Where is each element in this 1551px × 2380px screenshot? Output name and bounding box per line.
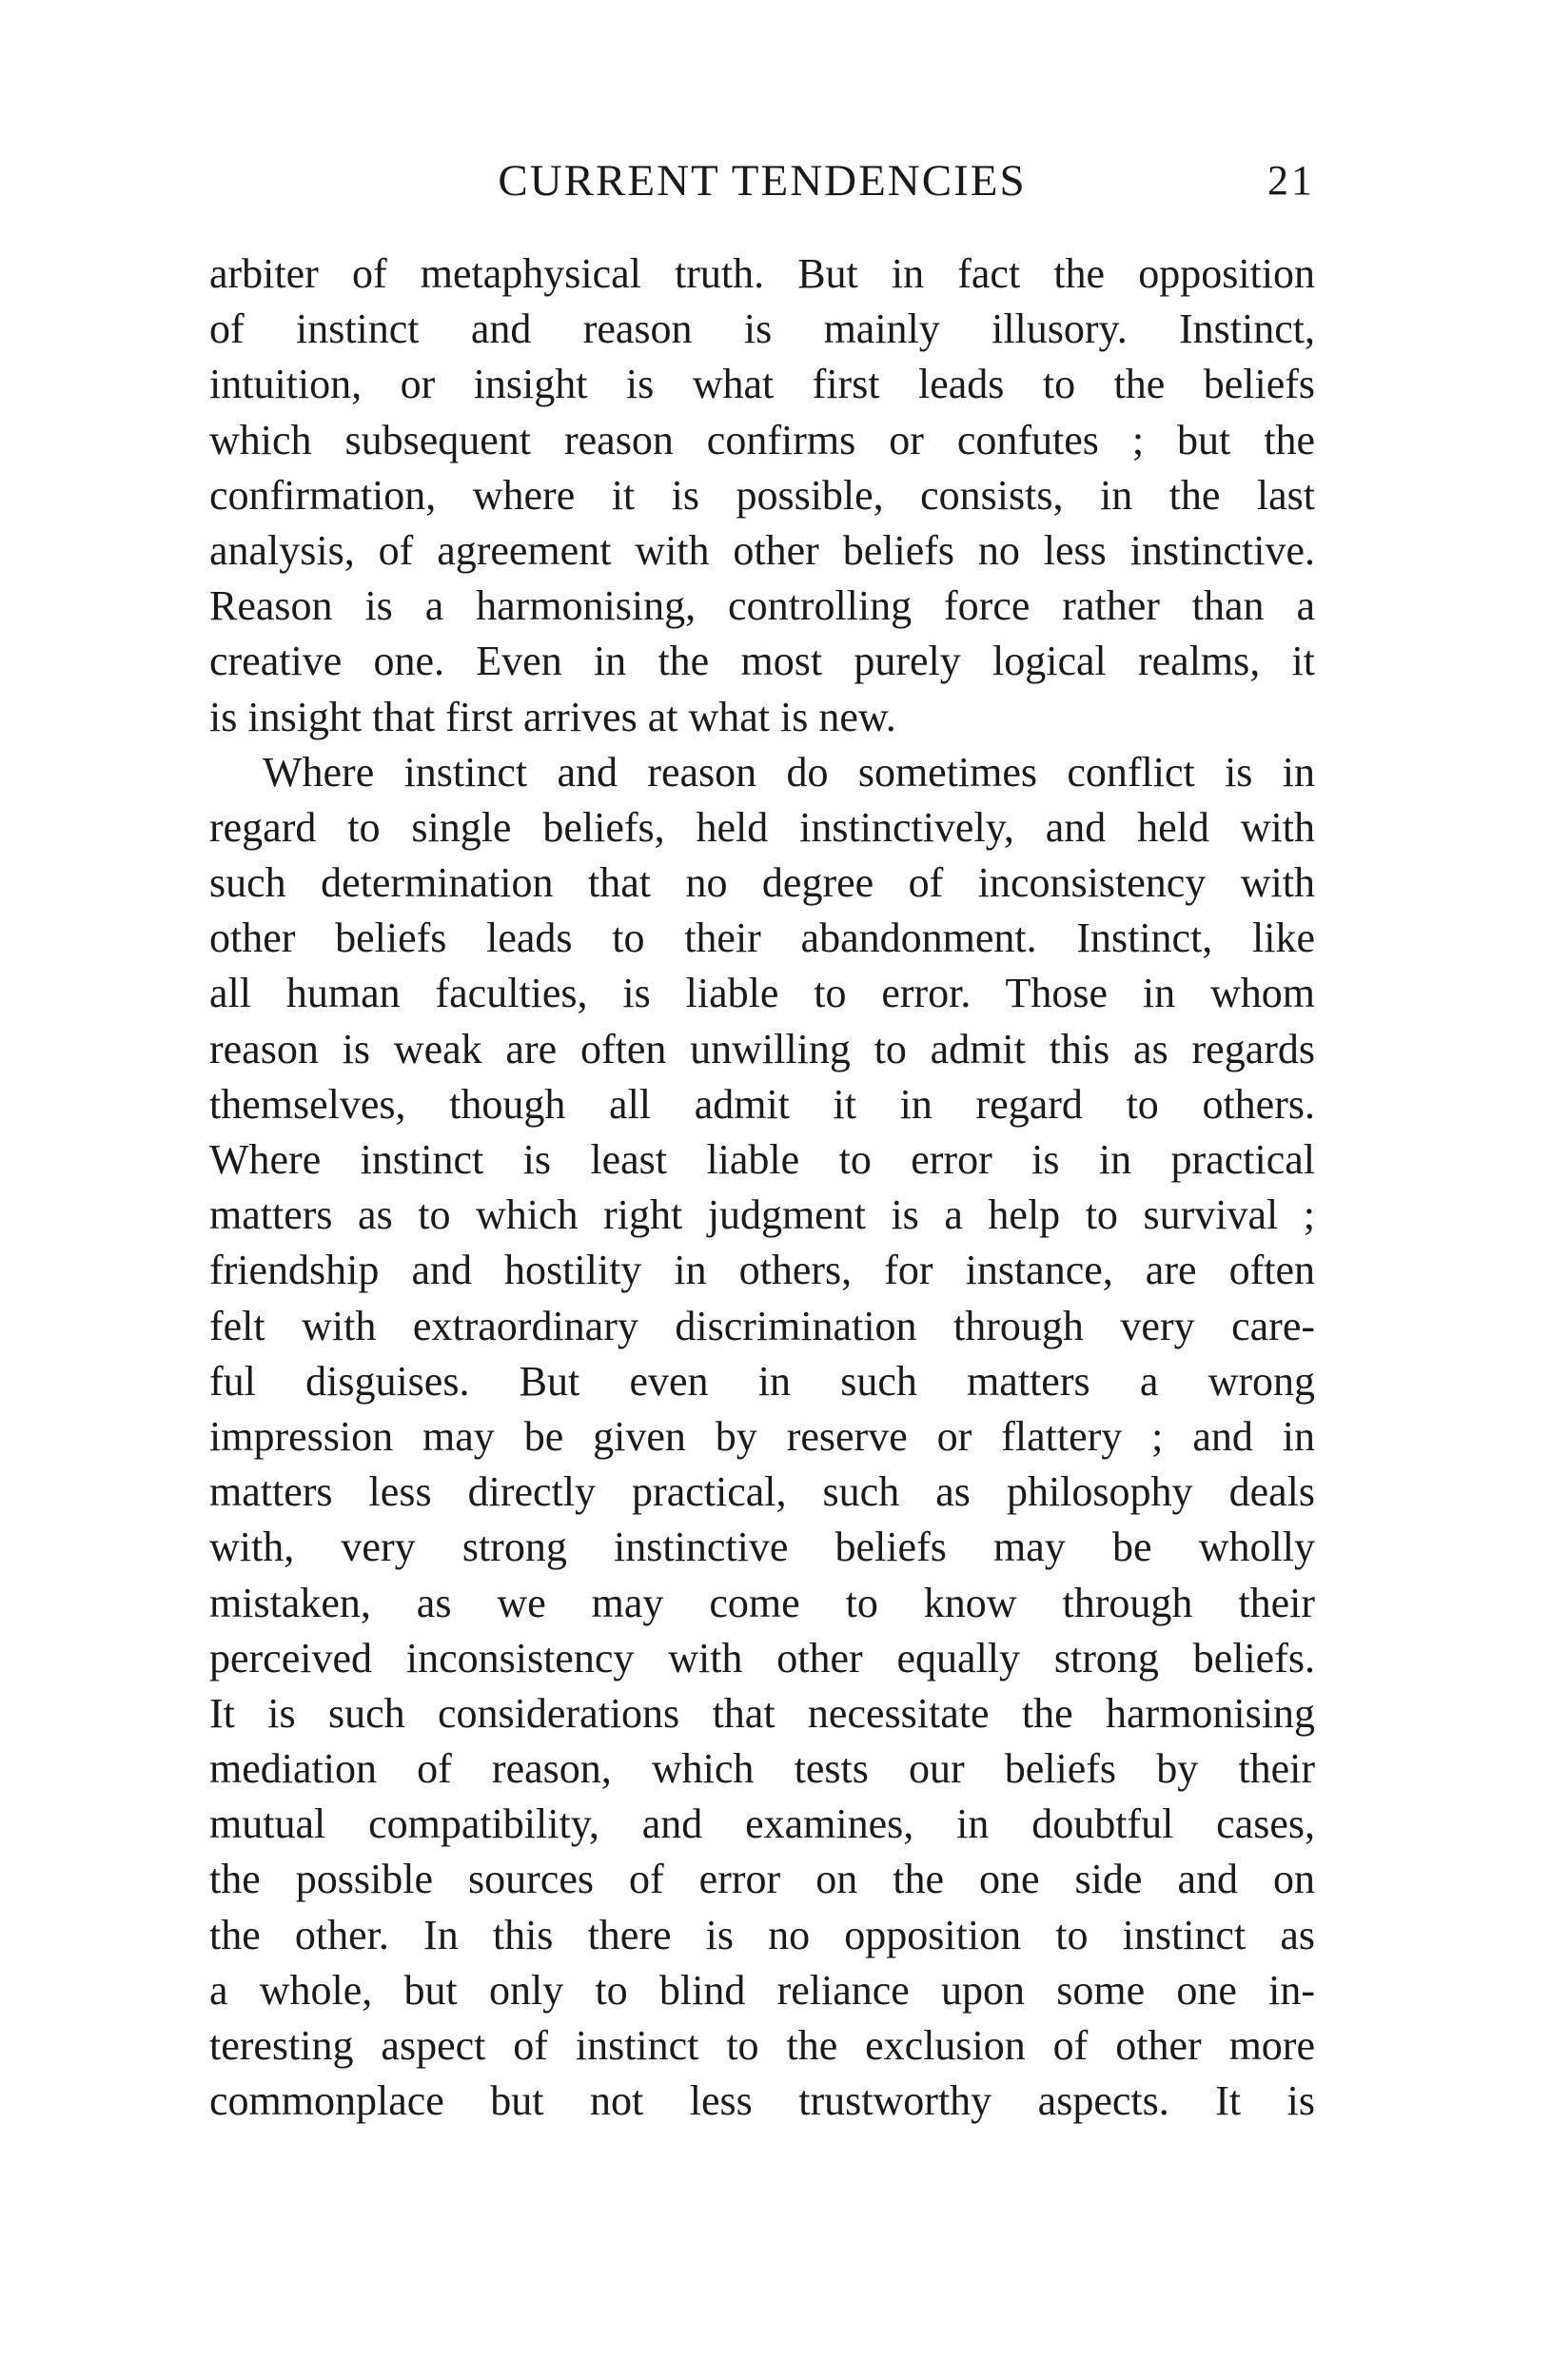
text-line: mediation of reason, which tests our beliefs by their [209,1745,1315,1793]
text-line: is insight that first arrives at what is new. [209,693,896,740]
text-line: Where instinct and reason do sometimes conflict is in [263,748,1315,796]
page-number: 21 [1267,157,1315,204]
text-line: impression may be given by reserve or flattery ; and in [209,1412,1315,1460]
text-line: teresting aspect of instinct to the exclusion of other more [209,2022,1315,2069]
text-line: perceived inconsistency with other equally strong beliefs. [209,1634,1315,1682]
text-line: analysis, of agreement with other beliefs no less instinctive. [209,526,1315,574]
page-header [209,152,1315,209]
text-line: a whole, but only to blind reliance upon some one in- [209,1966,1315,2014]
running-title: CURRENT TENDENCIES [498,156,1027,206]
text-line: commonplace but not less trustworthy aspects. It is [209,2077,1315,2125]
text-line: mistaken, as we may come to know through their [209,1579,1315,1626]
text-line: Reason is a harmonising, controlling force rather than a [209,582,1315,630]
text-line: intuition, or insight is what first leads to the beliefs [209,361,1315,408]
text-line: matters less directly practical, such as philosophy deals [209,1468,1315,1516]
text-line: friendship and hostility in others, for instance, are often [209,1247,1315,1294]
text-line: other beliefs leads to their abandonment. Instinct, like [209,915,1315,962]
text-line: Where instinct is least liable to error is in practical [209,1136,1315,1183]
text-line: confirmation, where it is possible, consists, in the last [209,471,1315,519]
text-line: felt with extraordinary discrimination through very care- [209,1302,1315,1349]
text-line: creative one. Even in the most purely logical realms, it [209,638,1315,685]
text-line: of instinct and reason is mainly illusory. Instinct, [209,305,1315,353]
text-line: ful disguises. But even in such matters a wrong [209,1357,1315,1405]
text-line: the other. In this there is no opposition to instinct as [209,1911,1315,1958]
text-line: matters as to which right judgment is a help to survival ; [209,1191,1315,1239]
body-text [209,246,1315,2129]
text-line: such determination that no degree of inconsistency with [209,859,1315,907]
text-line: themselves, though all admit it in regard to others. [209,1080,1315,1128]
text-line: arbiter of metaphysical truth. But in fact the opposition [209,250,1315,297]
paragraph-1 [209,246,1315,745]
text-line: the possible sources of error on the one side and on [209,1856,1315,1903]
text-line: It is such considerations that necessitate the harmonising [209,1689,1315,1737]
text-line: regard to single beliefs, held instinctively, and held with [209,803,1315,851]
text-line: all human faculties, is liable to error. Those in whom [209,970,1315,1017]
paragraph-2 [209,745,1315,2130]
text-line: with, very strong instinctive beliefs may be wholly [209,1524,1315,1571]
text-line: mutual compatibility, and examines, in doubtful cases, [209,1800,1315,1848]
text-line: reason is weak are often unwilling to admit this as regards [209,1025,1315,1072]
text-line: which subsequent reason confirms or confutes ; but the [209,416,1315,463]
